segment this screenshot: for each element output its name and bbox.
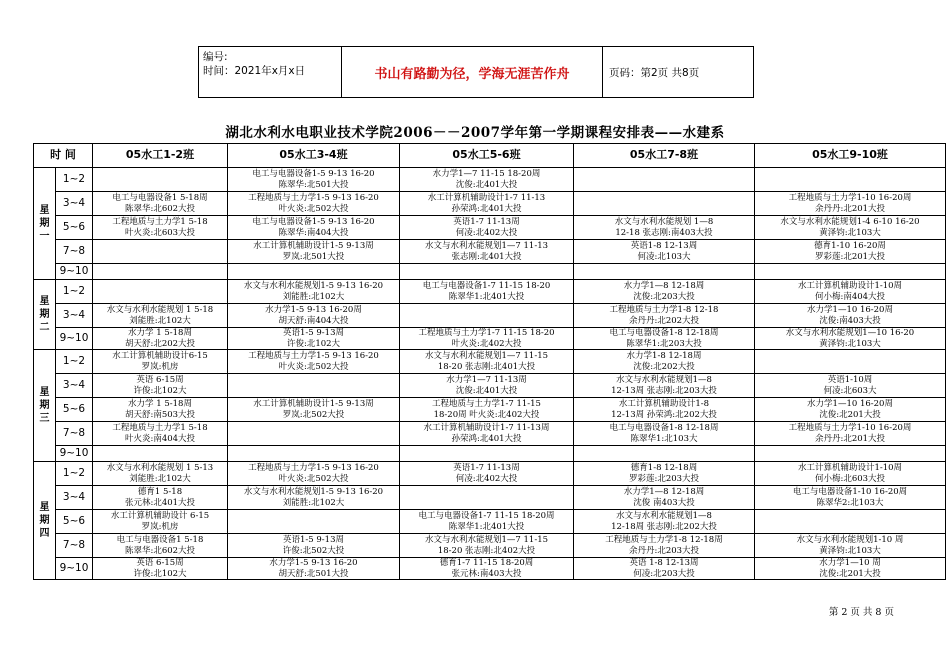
period-label: 1~2	[56, 280, 93, 304]
course-name: 水工计算机辅助设计6-15	[112, 351, 208, 361]
course-name: 水工计算机辅助设计1-7 11-13	[427, 193, 546, 203]
course-cell	[93, 374, 228, 398]
course-cell	[755, 446, 946, 462]
course-name: 英语1-8 12-13周	[630, 241, 698, 251]
course-cell	[228, 534, 400, 558]
course-cell	[400, 558, 574, 580]
course-teacher-room: 18-20周 叶火炎:北402大投	[433, 409, 540, 420]
course-cell	[400, 510, 574, 534]
period-label: 5~6	[56, 216, 93, 240]
course-name: 工程地质与土力学1-5 9-13 16-20	[248, 193, 379, 203]
course-cell	[574, 264, 755, 280]
course-cell	[400, 462, 574, 486]
class-header: 05水工9-10班	[755, 144, 946, 168]
course-cell	[574, 422, 755, 446]
table-row	[34, 168, 946, 192]
period-label: 5~6	[56, 510, 93, 534]
course-cell	[93, 350, 228, 374]
course-cell	[574, 510, 755, 534]
course-name: 水文与水利水能规划1-5 9-13 16-20	[243, 281, 384, 291]
period-label: 3~4	[56, 192, 93, 216]
course-name: 水力学1—8 12-18周	[623, 487, 705, 497]
course-cell	[574, 558, 755, 580]
number-label: 编号:	[203, 51, 228, 63]
course-name: 工程地质与土力学1 5-18	[112, 423, 208, 433]
course-name: 水工计算机辅助设计1-5 9-13周	[253, 399, 374, 409]
course-name: 水工计算机辅助设计 6-15	[110, 511, 210, 521]
course-name: 英语1-10周	[827, 375, 873, 385]
course-name: 德育1-8 12-18周	[630, 463, 698, 473]
course-name: 水文与水利水能规划 1 5-13	[106, 463, 214, 473]
course-cell	[400, 374, 574, 398]
table-row	[34, 510, 946, 534]
course-cell	[400, 350, 574, 374]
course-cell	[574, 486, 755, 510]
course-teacher-room: 胡天舒:北202大投	[124, 338, 196, 349]
footer-page: 第 2 页 共 8 页	[828, 607, 894, 618]
table-row	[34, 558, 946, 580]
table-row	[34, 398, 946, 422]
course-teacher-room: 沈俊:北203大投	[633, 291, 695, 302]
course-cell	[574, 534, 755, 558]
course-cell	[400, 422, 574, 446]
course-name: 水文与水利水能规划1—7 11-13	[424, 241, 549, 251]
course-teacher-room: 何小梅:南404大投	[814, 291, 886, 302]
course-teacher-room: 沈俊:北401大投	[455, 179, 518, 190]
course-cell	[93, 510, 228, 534]
course-teacher-room: 何凌:北103大	[637, 251, 691, 262]
day-label-char: 期	[39, 515, 50, 526]
course-cell	[228, 328, 400, 350]
course-cell	[400, 328, 574, 350]
course-teacher-room: 黄泽钧:北103大	[819, 545, 881, 556]
course-name: 工程地质与土力学1 5-18	[112, 217, 208, 227]
course-cell	[755, 510, 946, 534]
header-row	[34, 144, 946, 168]
course-teacher-room: 许俊:北502大投	[282, 545, 345, 556]
course-cell	[755, 350, 946, 374]
day-label	[34, 168, 56, 280]
course-cell	[228, 486, 400, 510]
day-label-char: 四	[39, 528, 50, 539]
day-label-char: 期	[39, 218, 50, 229]
day-label-char: 星	[39, 205, 50, 216]
course-teacher-room: 刘能胜:北102大	[282, 291, 345, 302]
course-cell	[755, 240, 946, 264]
course-name: 电工与电器设备1-8 12-18周	[609, 328, 719, 338]
course-name: 工程地质与土力学1-5 9-13 16-20	[248, 351, 379, 361]
course-teacher-room: 陈翠华:北501大投	[278, 179, 349, 190]
course-name: 工程地质与土力学1-10 16-20周	[788, 193, 912, 203]
period-label: 3~4	[56, 374, 93, 398]
course-name: 水工计算机辅助设计1-8	[618, 399, 710, 409]
course-cell	[755, 328, 946, 350]
course-teacher-room: 沈俊:南403大投	[819, 315, 881, 326]
course-cell	[93, 462, 228, 486]
course-teacher-room: 陈翠华1:北203大投	[626, 338, 702, 349]
header-box	[198, 46, 754, 98]
course-name: 水力学1-5 9-13 16-20	[269, 558, 358, 568]
course-teacher-room: 何凌:北603大	[823, 385, 877, 396]
course-name: 水文与水利水能规划1—8	[616, 375, 712, 385]
course-cell	[400, 240, 574, 264]
course-cell	[400, 168, 574, 192]
course-teacher-room: 叶火炎:北402大投	[451, 338, 522, 349]
course-cell	[93, 422, 228, 446]
course-name: 英语 1-8 12-13周	[629, 558, 699, 568]
course-name: 水力学1—8 12-18周	[623, 281, 705, 291]
course-teacher-room: 陈翠华:北602大投	[124, 545, 196, 556]
period-label: 3~4	[56, 304, 93, 328]
course-teacher-room: 余丹丹:北202大投	[628, 315, 700, 326]
course-name: 电工与电器设备1-5 9-13 16-20	[252, 217, 375, 227]
course-teacher-room: 黄泽钧:北103大	[819, 338, 881, 349]
class-header: 05水工3-4班	[228, 144, 400, 168]
course-name: 电工与电器设备1 5-18	[116, 535, 204, 545]
course-teacher-room: 叶火炎:北603大投	[124, 227, 196, 238]
course-teacher-room: 胡天舒:北501大投	[278, 568, 349, 579]
period-label: 1~2	[56, 350, 93, 374]
course-cell	[755, 192, 946, 216]
course-cell	[93, 240, 228, 264]
course-cell	[755, 280, 946, 304]
course-name: 英语1-7 11-13周	[453, 217, 520, 227]
course-teacher-room: 罗彩莲:北203大投	[628, 473, 700, 484]
table-row	[34, 350, 946, 374]
course-teacher-room: 18-20 张志刚:北401大投	[437, 361, 536, 372]
course-name: 水力学1-5 9-13 16-20周	[265, 305, 362, 315]
table-row	[34, 486, 946, 510]
period-label: 9~10	[56, 558, 93, 580]
course-cell	[228, 240, 400, 264]
course-teacher-room: 12-18周 张志刚:北202大投	[611, 521, 717, 532]
course-name: 水工计算机辅助设计1-5 9-13周	[253, 241, 374, 251]
course-cell	[93, 328, 228, 350]
course-name: 水力学1-8 12-18周	[626, 351, 702, 361]
table-row	[34, 240, 946, 264]
table-row	[34, 216, 946, 240]
day-label-char: 星	[39, 296, 50, 307]
course-name: 水文与水利水能规划1—7 11-15	[424, 351, 549, 361]
course-name: 电工与电器设备1-5 9-13 16-20	[252, 169, 375, 179]
course-name: 电工与电器设备1-7 11-15 18-20周	[418, 511, 555, 521]
course-cell	[400, 398, 574, 422]
course-cell	[400, 280, 574, 304]
course-name: 英语1-7 11-13周	[453, 463, 520, 473]
course-cell	[755, 216, 946, 240]
course-teacher-room: 许俊:北102大	[133, 385, 187, 396]
day-label-char: 二	[39, 322, 50, 333]
day-label-char: 三	[39, 413, 50, 424]
course-cell	[93, 264, 228, 280]
course-cell	[93, 192, 228, 216]
course-cell	[93, 558, 228, 580]
day-label-char: 一	[39, 231, 50, 242]
day-label-char: 期	[39, 309, 50, 320]
course-teacher-room: 陈翠华:北602大投	[124, 203, 196, 214]
course-teacher-room: 叶火炎:北502大投	[278, 203, 349, 214]
course-name: 水文与水利水能规划1-5 9-13 16-20	[243, 487, 384, 497]
period-label: 1~2	[56, 168, 93, 192]
course-cell	[93, 486, 228, 510]
period-label: 5~6	[56, 398, 93, 422]
course-teacher-room: 张志刚:北401大投	[451, 251, 522, 262]
period-label: 7~8	[56, 240, 93, 264]
course-name: 工程地质与土力学1-7 11-15 18-20	[418, 328, 555, 338]
course-name: 水力学1—10 周	[819, 558, 881, 568]
course-cell	[228, 192, 400, 216]
course-teacher-room: 何凌:北402大投	[455, 227, 518, 238]
course-cell	[93, 168, 228, 192]
course-teacher-room: 叶火炎:北502大投	[278, 473, 349, 484]
course-cell	[574, 216, 755, 240]
course-name: 水力学 1 5-18周	[128, 328, 192, 338]
course-name: 英语1-5 9-13周	[283, 535, 344, 545]
course-cell	[228, 446, 400, 462]
course-teacher-room: 刘能胜:北102大	[129, 315, 191, 326]
course-cell	[400, 216, 574, 240]
course-cell	[574, 446, 755, 462]
table-row	[34, 328, 946, 350]
motto: 书山有路勤为径，学海无涯苦作舟	[342, 47, 603, 97]
table-row	[34, 264, 946, 280]
table-row	[34, 446, 946, 462]
period-label: 9~10	[56, 328, 93, 350]
course-teacher-room: 叶火炎:南404大投	[124, 433, 196, 444]
course-cell	[93, 446, 228, 462]
course-cell	[755, 462, 946, 486]
day-label	[34, 350, 56, 462]
table-row	[34, 462, 946, 486]
course-teacher-room: 何小梅:北603大投	[814, 473, 886, 484]
course-teacher-room: 18-20 张志刚:北402大投	[437, 545, 536, 556]
day-label-char: 期	[39, 400, 50, 411]
period-label: 9~10	[56, 446, 93, 462]
course-teacher-room: 刘能胜:北102大	[129, 473, 191, 484]
course-cell	[574, 280, 755, 304]
course-name: 德育1-10 16-20周	[814, 241, 886, 251]
course-name: 水工计算机辅助设计1-10周	[797, 281, 903, 291]
course-name: 水文与水利水能规划1—8	[616, 511, 712, 521]
period-label: 7~8	[56, 534, 93, 558]
course-teacher-room: 胡天舒:南404大投	[278, 315, 349, 326]
course-cell	[755, 534, 946, 558]
course-cell	[228, 304, 400, 328]
course-cell	[755, 398, 946, 422]
course-name: 水力学1—7 11-15 18-20周	[432, 169, 541, 179]
course-name: 水力学 1 5-18周	[128, 399, 192, 409]
course-name: 工程地质与土力学1-8 12-18	[609, 305, 719, 315]
class-header: 05水工5-6班	[400, 144, 574, 168]
course-cell	[400, 304, 574, 328]
course-cell	[228, 350, 400, 374]
course-teacher-room: 沈俊:北201大投	[819, 568, 881, 579]
course-name: 水文与水利水能规划 1—8	[614, 217, 714, 227]
course-name: 工程地质与土力学1-7 11-15	[432, 399, 541, 409]
class-header: 05水工7-8班	[574, 144, 755, 168]
day-label	[34, 462, 56, 580]
course-teacher-room: 张元林:南403大投	[451, 568, 522, 579]
course-name: 水工计算机辅助设计1-10周	[797, 463, 903, 473]
course-cell	[574, 240, 755, 264]
course-cell	[228, 216, 400, 240]
course-teacher-room: 孙荣鸿:北401大投	[451, 203, 522, 214]
header-meta	[199, 47, 342, 97]
course-cell	[574, 374, 755, 398]
course-teacher-room: 孙荣鸿:北401大投	[451, 433, 522, 444]
course-name: 水力学1—10 16-20周	[807, 399, 893, 409]
course-cell	[574, 192, 755, 216]
period-label: 1~2	[56, 462, 93, 486]
course-teacher-room: 陈翠华2:北103大	[816, 497, 884, 508]
course-cell	[228, 264, 400, 280]
day-label-char: 星	[39, 387, 50, 398]
course-name: 工程地质与土力学1-5 9-13 16-20	[248, 463, 379, 473]
table-row	[34, 374, 946, 398]
course-name: 英语 6-15周	[136, 375, 184, 385]
course-teacher-room: 何凌:北203大投	[633, 568, 695, 579]
table-row	[34, 534, 946, 558]
course-cell	[755, 422, 946, 446]
course-teacher-room: 罗彩莲:北201大投	[814, 251, 886, 262]
table-row	[34, 192, 946, 216]
table-row	[34, 280, 946, 304]
course-name: 英语 6-15周	[136, 558, 184, 568]
course-name: 水工计算机辅助设计1-7 11-13周	[423, 423, 550, 433]
course-teacher-room: 何凌:北402大投	[455, 473, 518, 484]
course-cell	[574, 328, 755, 350]
course-teacher-room: 12-13周 张志刚:北203大投	[611, 385, 717, 396]
course-cell	[93, 398, 228, 422]
course-name: 电工与电器设备1 5-18周	[112, 193, 208, 203]
course-name: 水文与水利水能规划1—10 16-20	[785, 328, 915, 338]
course-teacher-room: 许俊:北102大	[133, 568, 187, 579]
course-teacher-room: 罗岚:机房	[141, 361, 179, 372]
course-cell	[228, 280, 400, 304]
course-cell	[93, 304, 228, 328]
schedule-table	[33, 143, 946, 580]
course-name: 水文与水利水能规划 1 5-18	[106, 305, 214, 315]
course-cell	[400, 264, 574, 280]
day-label	[34, 280, 56, 350]
course-teacher-room: 余丹丹:北201大投	[814, 203, 886, 214]
course-teacher-room: 陈翠华1:北401大投	[448, 521, 525, 532]
course-name: 水文与水利水能规划1-4 6-10 16-20	[780, 217, 920, 227]
course-cell	[93, 534, 228, 558]
course-cell	[228, 510, 400, 534]
course-teacher-room: 许俊:北102大	[286, 338, 341, 349]
course-cell	[228, 374, 400, 398]
course-name: 水力学1—7 11-13周	[446, 375, 527, 385]
course-cell	[400, 446, 574, 462]
course-teacher-room: 12-13周 孙荣鸿:北202大投	[611, 409, 717, 420]
course-name: 电工与电器设备1-10 16-20周	[792, 487, 908, 497]
course-cell	[228, 398, 400, 422]
course-cell	[228, 168, 400, 192]
course-cell	[574, 350, 755, 374]
table-row	[34, 422, 946, 446]
course-teacher-room: 刘能胜:北102大	[282, 497, 345, 508]
course-cell	[574, 398, 755, 422]
course-teacher-room: 罗岚:北501大投	[282, 251, 345, 262]
page-title: 湖北水利水电职业技术学院2006－－2007学年第一学期课程安排表——水建系	[225, 125, 725, 141]
time-label: 时间：2021年x月x日	[203, 65, 306, 77]
course-name: 德育1-7 11-15 18-20周	[439, 558, 534, 568]
course-teacher-room: 12-18 张志刚:南403大投	[615, 227, 713, 238]
class-header: 05水工1-2班	[93, 144, 228, 168]
course-cell	[400, 192, 574, 216]
course-cell	[755, 168, 946, 192]
course-cell	[574, 168, 755, 192]
course-teacher-room: 罗岚:北502大投	[282, 409, 345, 420]
course-teacher-room: 张元林:北401大投	[124, 497, 196, 508]
course-name: 电工与电器设备1-8 12-18周	[609, 423, 719, 433]
course-cell	[755, 558, 946, 580]
period-label: 3~4	[56, 486, 93, 510]
course-cell	[93, 280, 228, 304]
period-label: 9~10	[56, 264, 93, 280]
time-header: 时 间	[34, 144, 93, 168]
course-name: 德育1 5-18	[137, 487, 183, 497]
course-cell	[228, 558, 400, 580]
course-cell	[574, 304, 755, 328]
course-name: 工程地质与土力学1-10 16-20周	[788, 423, 912, 433]
period-label: 7~8	[56, 422, 93, 446]
course-teacher-room: 胡天舒:南503大投	[124, 409, 196, 420]
course-teacher-room: 沈俊:北201大投	[819, 409, 881, 420]
course-cell	[228, 422, 400, 446]
course-name: 水力学1—10 16-20周	[807, 305, 893, 315]
course-name: 电工与电器设备1-7 11-15 18-20	[422, 281, 551, 291]
course-teacher-room: 叶火炎:北502大投	[278, 361, 349, 372]
course-teacher-room: 陈翠华:南404大投	[278, 227, 349, 238]
course-teacher-room: 沈俊:北401大投	[455, 385, 518, 396]
course-teacher-room: 罗岚:机房	[141, 521, 179, 532]
course-teacher-room: 余丹丹:北201大投	[814, 433, 886, 444]
course-cell	[228, 462, 400, 486]
course-teacher-room: 余丹丹:北203大投	[628, 545, 700, 556]
course-cell	[755, 264, 946, 280]
course-cell	[574, 462, 755, 486]
course-cell	[755, 304, 946, 328]
table-row	[34, 304, 946, 328]
course-teacher-room: 陈翠华1:北401大投	[448, 291, 525, 302]
course-teacher-room: 沈俊:北202大投	[633, 361, 695, 372]
course-name: 英语1-5 9-13周	[283, 328, 344, 338]
course-cell	[755, 486, 946, 510]
course-cell	[400, 486, 574, 510]
course-teacher-room: 沈俊 南403大投	[633, 497, 695, 508]
course-cell	[93, 216, 228, 240]
course-teacher-room: 陈翠华1:北103大	[630, 433, 698, 444]
course-name: 水文与水利水能规划1-10 周	[796, 535, 904, 545]
course-teacher-room: 黄泽钧:北103大	[819, 227, 881, 238]
course-cell	[400, 534, 574, 558]
course-cell	[755, 374, 946, 398]
day-label-char: 星	[39, 502, 50, 513]
course-name: 工程地质与土力学1-8 12-18周	[605, 535, 723, 545]
page-label: 页码：第2页 共8页	[609, 66, 700, 79]
course-name: 水文与水利水能规划1—7 11-15	[424, 535, 549, 545]
